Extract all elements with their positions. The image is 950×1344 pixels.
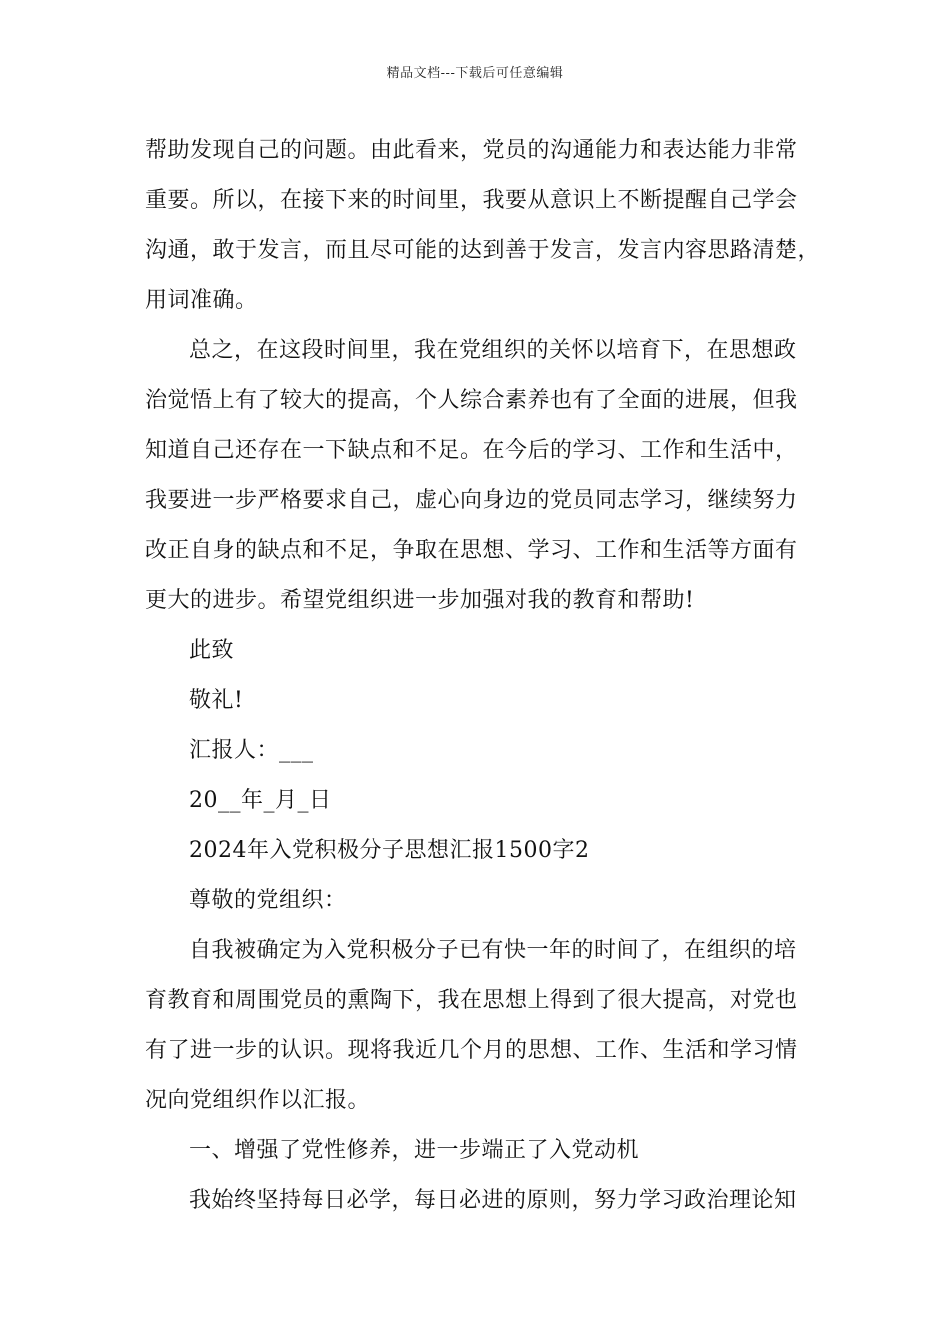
reporter-line: 汇报人：___ bbox=[189, 738, 314, 763]
section-title: 2024年入党积极分子思想汇报1500字2 bbox=[189, 838, 590, 863]
text-line: 育教育和周围党员的熏陶下，我在思想上得到了很大提高，对党也 bbox=[145, 988, 798, 1013]
salutation-line: 敬礼! bbox=[189, 688, 244, 713]
text-line: 改正自身的缺点和不足，争取在思想、学习、工作和生活等方面有 bbox=[145, 538, 798, 563]
text-line: 治觉悟上有了较大的提高，个人综合素养也有了全面的进展，但我 bbox=[145, 388, 798, 413]
text-line: 我要进一步严格要求自己，虚心向身边的党员同志学习，继续努力 bbox=[145, 488, 798, 513]
text-line: 有了进一步的认识。现将我近几个月的思想、工作、生活和学习情 bbox=[145, 1038, 798, 1063]
subheading-line: 一、增强了党性修养，进一步端正了入党动机 bbox=[189, 1138, 640, 1163]
text-line: 知道自己还存在一下缺点和不足。在今后的学习、工作和生活中， bbox=[145, 438, 798, 463]
closing-line: 此致 bbox=[189, 638, 235, 663]
text-line: 我始终坚持每日必学，每日必进的原则，努力学习政治理论知 bbox=[189, 1188, 797, 1213]
text-line: 沟通，敢于发言，而且尽可能的达到善于发言，发言内容思路清楚， bbox=[145, 238, 821, 263]
text-line: 帮助发现自己的问题。由此看来，党员的沟通能力和表达能力非常 bbox=[145, 138, 798, 163]
text-line: 重要。所以，在接下来的时间里，我要从意识上不断提醒自己学会 bbox=[145, 188, 798, 213]
page-header: 精品文档---下载后可任意编辑 bbox=[386, 66, 564, 81]
text-line: 总之，在这段时间里，我在党组织的关怀以培育下，在思想政 bbox=[189, 338, 797, 363]
text-line: 更大的进步。希望党组织进一步加强对我的教育和帮助! bbox=[145, 588, 695, 613]
date-line: 20__年_月_日 bbox=[189, 788, 332, 813]
text-line: 况向党组织作以汇报。 bbox=[145, 1088, 371, 1113]
greeting-line: 尊敬的党组织： bbox=[189, 888, 347, 913]
document-body bbox=[145, 126, 825, 1226]
text-line: 用词准确。 bbox=[145, 288, 258, 313]
text-line: 自我被确定为入党积极分子已有快一年的时间了，在组织的培 bbox=[189, 938, 797, 963]
